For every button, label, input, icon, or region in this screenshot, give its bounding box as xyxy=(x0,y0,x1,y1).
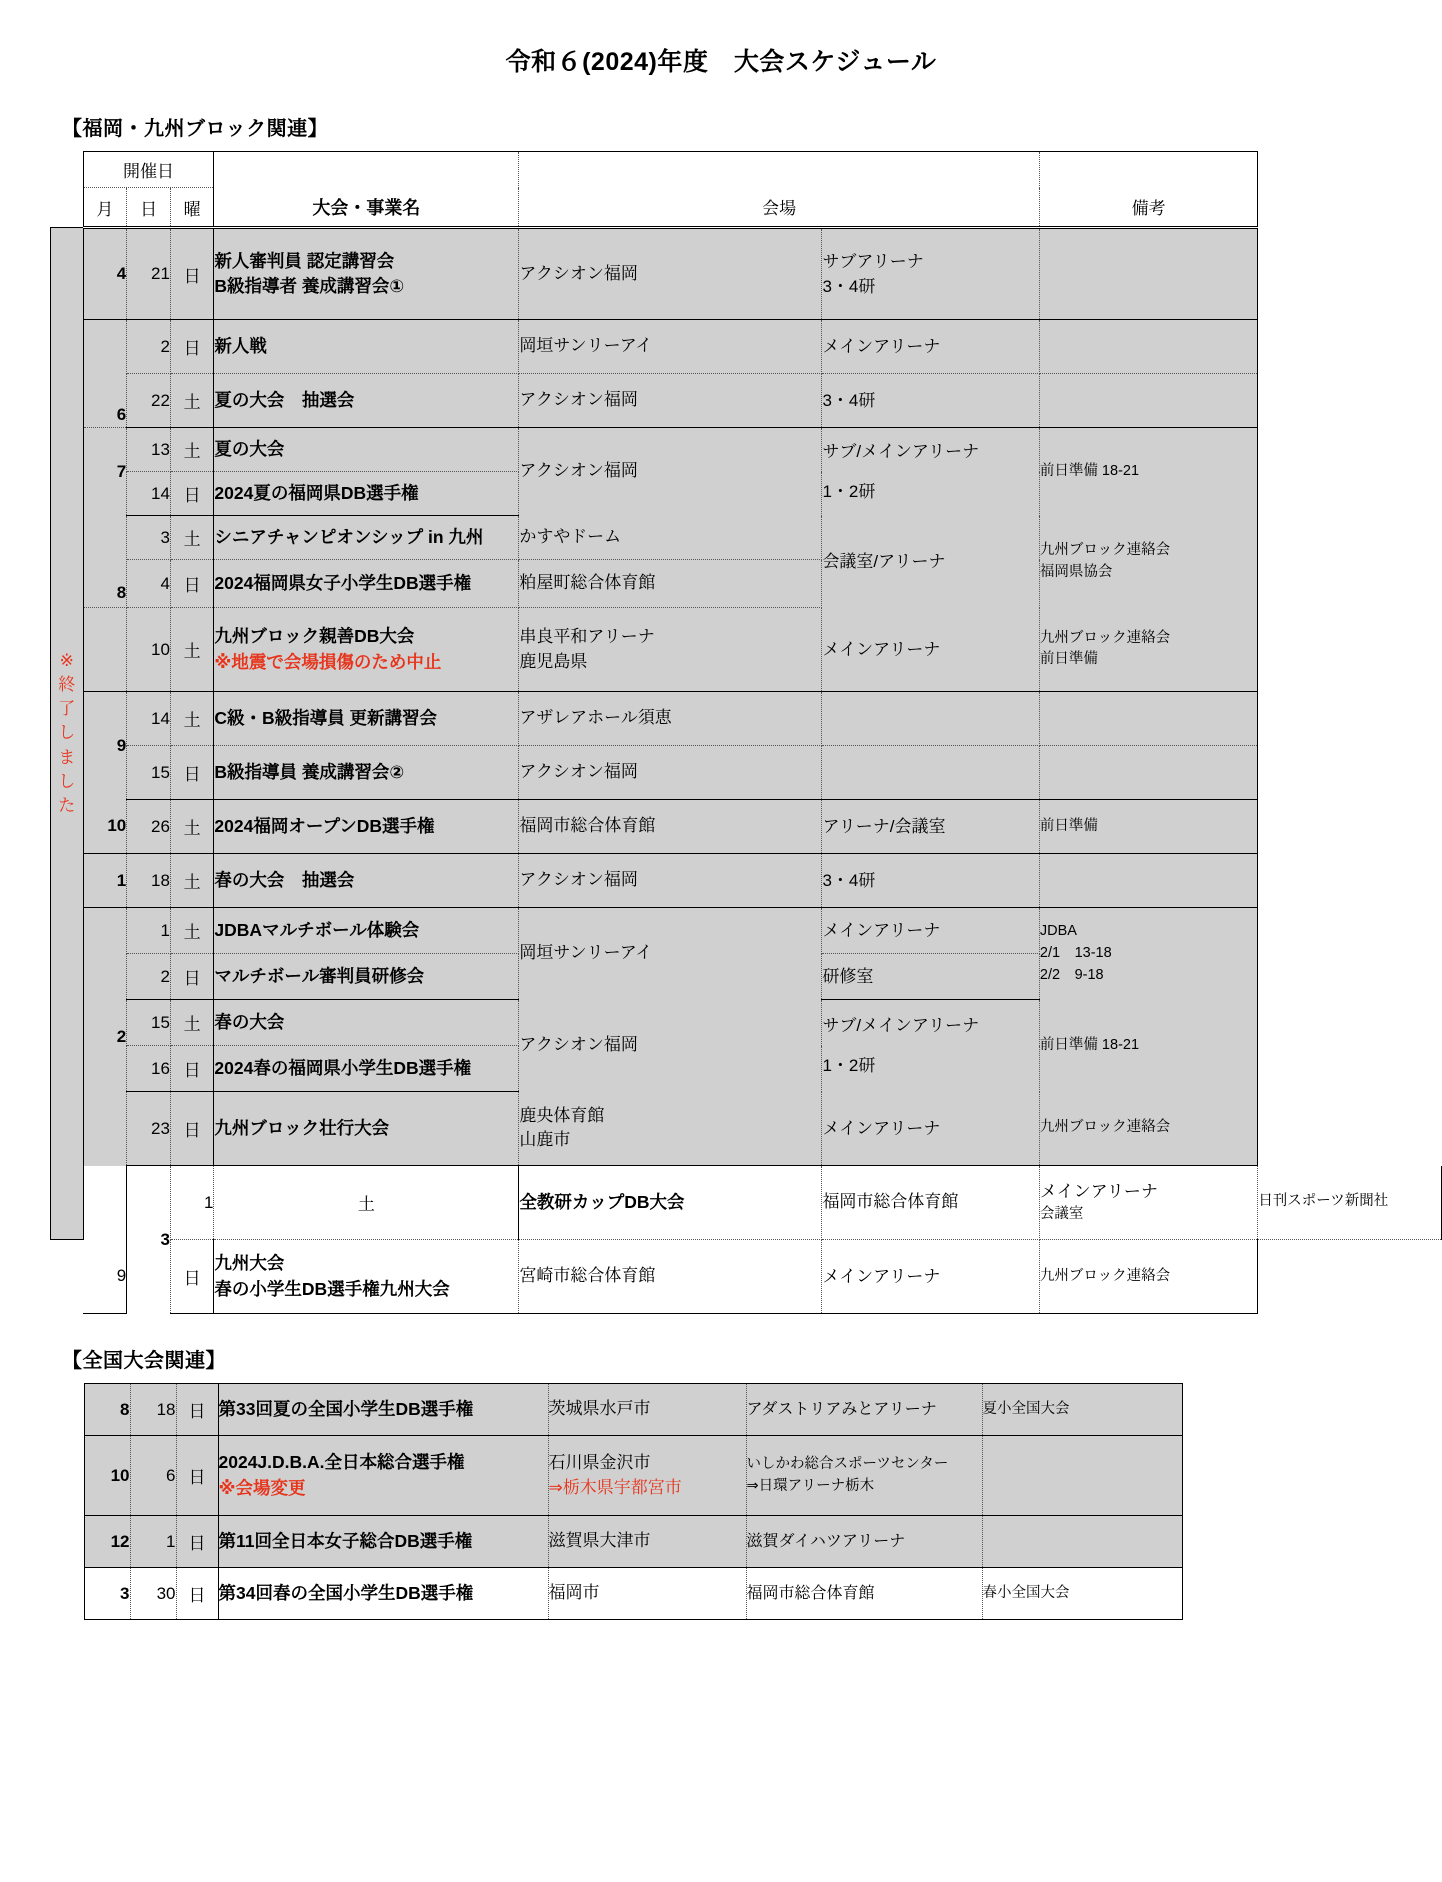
cell-remark xyxy=(1039,854,1257,908)
header-event-blank xyxy=(214,152,519,188)
natl-spacer xyxy=(50,1436,84,1516)
cell-weekday: 日 xyxy=(170,1046,214,1092)
cell-day: 1 xyxy=(170,1166,214,1240)
cell-event xyxy=(218,1436,548,1516)
cell-weekday: 土 xyxy=(170,374,214,428)
header-venue-blank xyxy=(519,152,1039,188)
cell-weekday: 土 xyxy=(214,1166,519,1240)
cell-remark xyxy=(982,1436,1182,1516)
cell-hall: 滋賀ダイハツアリーナ xyxy=(746,1516,982,1568)
cell-remark xyxy=(982,1516,1182,1568)
cell-weekday: 日 xyxy=(170,1240,214,1314)
cell-venue xyxy=(548,1436,746,1516)
cell-day: 2 xyxy=(127,954,171,1000)
cell-event: 九州ブロック壮行大会 xyxy=(214,1092,519,1166)
cell-hall: 3・4研 xyxy=(822,854,1039,908)
cell-hall: 3・4研 xyxy=(822,374,1039,428)
cell-hall xyxy=(822,228,1039,320)
cell-weekday: 土 xyxy=(170,516,214,560)
cell-month: 2 xyxy=(83,908,127,1166)
cell-month: 12 xyxy=(84,1516,130,1568)
status-char: ※ xyxy=(59,651,74,671)
cell-venue: 福岡市 xyxy=(548,1568,746,1620)
regional-schedule-table xyxy=(50,151,1442,1314)
cell-hall xyxy=(822,692,1039,746)
cell-weekday: 土 xyxy=(170,908,214,954)
cell-remark: 九州ブロック連絡会 xyxy=(1039,1092,1257,1166)
cell-event: 夏の大会 抽選会 xyxy=(214,374,519,428)
remark-line-2: 前日準備 xyxy=(1039,651,1098,668)
natl-spacer xyxy=(50,1516,84,1568)
table-row xyxy=(51,516,1442,560)
table-row xyxy=(51,228,1442,320)
cell-remark: 九州ブロック連絡会 xyxy=(1039,1240,1257,1314)
cell-event: C級・B級指導員 更新講習会 xyxy=(214,692,519,746)
remark-line-2: 福岡県協会 xyxy=(1039,563,1113,580)
cell-hall: 会議室/アリーナ xyxy=(822,516,1039,608)
cell-day: 26 xyxy=(127,800,171,854)
event-line-1: 九州大会 xyxy=(214,1253,285,1274)
hall-line-1: サブ/メインアリーナ xyxy=(822,442,980,462)
cell-month: 8 xyxy=(84,1384,130,1436)
cell-remark xyxy=(1039,228,1257,320)
remark-line-1: 九州ブロック連絡会 xyxy=(1039,629,1171,646)
cell-remark xyxy=(1039,692,1257,746)
cell-event: 第34回春の全国小学生DB選手権 xyxy=(218,1568,548,1620)
cell-venue: 岡垣サンリーアイ xyxy=(519,320,822,374)
cell-weekday: 日 xyxy=(170,746,214,800)
cell-weekday: 日 xyxy=(170,954,214,1000)
cell-day: 14 xyxy=(127,472,171,516)
cell-day: 18 xyxy=(130,1384,176,1436)
header-event: 大会・事業名 xyxy=(214,188,519,228)
cell-hall: メインアリーナ xyxy=(822,1092,1039,1166)
cell-weekday: 日 xyxy=(170,228,214,320)
cell-remark: 夏小全国大会 xyxy=(982,1384,1182,1436)
cell-venue: 岡垣サンリーアイ xyxy=(519,908,822,1000)
table-row xyxy=(51,1166,1442,1240)
cell-venue: アクシオン福岡 xyxy=(519,1000,822,1092)
cell-month: 7 xyxy=(83,428,127,516)
band-end-spacer2 xyxy=(51,1240,84,1314)
cell-month: 10 xyxy=(84,1436,130,1516)
venue-line-1: 鹿央体育館 xyxy=(519,1105,605,1125)
cell-event: 夏の大会 xyxy=(214,428,519,472)
event-cancel-note: ※地震で会場損傷のため中止 xyxy=(214,651,442,672)
cell-weekday: 日 xyxy=(176,1568,218,1620)
cell-event: シニアチャンピオンシップ in 九州 xyxy=(214,516,519,560)
cell-event: 2024春の福岡県小学生DB選手権 xyxy=(214,1046,519,1092)
cell-day: 10 xyxy=(127,608,171,692)
cell-month: 8 xyxy=(83,516,127,608)
event-line-2: 春の小学生DB選手権九州大会 xyxy=(214,1278,450,1299)
cell-remark xyxy=(1039,516,1257,608)
cell-venue: 福岡市総合体育館 xyxy=(822,1166,1039,1240)
cell-day: 2 xyxy=(127,320,171,374)
hall-line-2: 3・4研 xyxy=(822,277,876,296)
table-row xyxy=(51,800,1442,854)
cell-hall xyxy=(822,428,1039,516)
table-row xyxy=(51,1000,1442,1046)
cell-weekday: 日 xyxy=(170,472,214,516)
cell-weekday: 日 xyxy=(176,1516,218,1568)
status-band-finished xyxy=(51,228,84,1240)
remark-line-2: 2/1 13-18 xyxy=(1039,944,1112,961)
cell-month: 6 xyxy=(83,320,127,428)
cell-remark: 前日準備 xyxy=(1039,800,1257,854)
cell-event xyxy=(214,608,519,692)
cell-weekday: 日 xyxy=(176,1384,218,1436)
table-row xyxy=(51,746,1442,800)
remark-line-1: 九州ブロック連絡会 xyxy=(1039,541,1171,558)
remark-line-1: JDBA xyxy=(1039,923,1077,940)
cell-hall xyxy=(822,746,1039,800)
cell-remark xyxy=(1039,746,1257,800)
cell-venue: アクシオン福岡 xyxy=(519,746,822,800)
hall-line-1: メインアリーナ xyxy=(1039,1181,1158,1201)
cell-event xyxy=(214,228,519,320)
cell-event: JDBAマルチボール体験会 xyxy=(214,908,519,954)
table-row xyxy=(51,1240,1442,1314)
header-day: 日 xyxy=(127,188,171,228)
page-title: 令和６(2024)年度 大会スケジュール xyxy=(505,48,937,76)
table-row xyxy=(51,374,1442,428)
cell-remark xyxy=(1039,608,1257,692)
cell-day: 9 xyxy=(83,1240,127,1314)
header-date-group: 開催日 xyxy=(83,152,214,188)
cell-event: 2024福岡県女子小学生DB選手権 xyxy=(214,560,519,608)
status-char: 了 xyxy=(58,699,76,719)
cell-weekday: 日 xyxy=(170,560,214,608)
cell-hall: 研修室 xyxy=(822,954,1039,1000)
cell-weekday: 日 xyxy=(170,320,214,374)
cell-event: 全教研カップDB大会 xyxy=(519,1166,822,1240)
cell-month: 1 xyxy=(83,854,127,908)
event-line-1: 九州ブロック親善DB大会 xyxy=(214,626,415,647)
cell-event: 新人戦 xyxy=(214,320,519,374)
cell-day: 1 xyxy=(130,1516,176,1568)
national-schedule-table xyxy=(50,1383,1183,1620)
cell-venue xyxy=(519,1092,822,1166)
hall-line-1: サブアリーナ xyxy=(822,251,924,271)
cell-hall xyxy=(822,1000,1039,1092)
status-char: た xyxy=(58,795,76,815)
cell-month xyxy=(83,608,127,692)
cell-day: 15 xyxy=(127,1000,171,1046)
cell-hall xyxy=(1039,1166,1257,1240)
table-row xyxy=(51,692,1442,746)
cell-weekday: 土 xyxy=(170,608,214,692)
venue-line-1: 石川県金沢市 xyxy=(548,1452,651,1472)
header-venue: 会場 xyxy=(519,188,1039,228)
hall-line-2: 会議室 xyxy=(1039,1206,1084,1223)
cell-month: 3 xyxy=(84,1568,130,1620)
cell-weekday: 土 xyxy=(170,1000,214,1046)
status-char: し xyxy=(58,723,76,743)
cell-hall: アリーナ/会議室 xyxy=(822,800,1039,854)
cell-event xyxy=(214,1240,519,1314)
cell-remark: 春小全国大会 xyxy=(982,1568,1182,1620)
header-row-group xyxy=(51,152,1442,188)
status-char: し xyxy=(58,771,76,791)
table-row xyxy=(51,854,1442,908)
cell-venue: アザレアホール須恵 xyxy=(519,692,822,746)
cell-venue: 茨城県水戸市 xyxy=(548,1384,746,1436)
cell-venue: アクシオン福岡 xyxy=(519,428,822,516)
event-line-1: 新人審判員 認定講習会 xyxy=(214,250,395,271)
section-heading-national: 【全国大会関連】 xyxy=(62,1350,226,1372)
cell-weekday: 日 xyxy=(176,1436,218,1516)
venue-line-1: 串良平和アリーナ xyxy=(519,626,655,646)
cell-remark: 前日準備 18-21 xyxy=(1039,1000,1257,1092)
venue-line-2: 山鹿市 xyxy=(519,1130,571,1150)
cell-event: 第11回全日本女子総合DB選手権 xyxy=(218,1516,548,1568)
cell-remark xyxy=(1039,320,1257,374)
cell-remark xyxy=(1039,908,1257,1000)
cell-remark xyxy=(1039,374,1257,428)
cell-weekday: 土 xyxy=(170,854,214,908)
header-band-spacer xyxy=(51,152,84,188)
hall-line-1: いしかわ総合スポーツセンター xyxy=(746,1456,949,1473)
cell-event: マルチボール審判員研修会 xyxy=(214,954,519,1000)
header-weekday: 曜 xyxy=(170,188,214,228)
cell-hall: メインアリーナ xyxy=(822,1240,1039,1314)
hall-line-2: 1・2研 xyxy=(822,481,876,501)
cell-event: 第33回夏の全国小学生DB選手権 xyxy=(218,1384,548,1436)
cell-day: 23 xyxy=(127,1092,171,1166)
cell-day: 6 xyxy=(130,1436,176,1516)
table-row xyxy=(50,1516,1182,1568)
table-row xyxy=(50,1568,1182,1620)
table-row xyxy=(51,908,1442,954)
hall-line-2: 1・2研 xyxy=(822,1055,876,1075)
table-row xyxy=(51,320,1442,374)
cell-venue: かすやドーム xyxy=(519,516,822,560)
cell-event: B級指導員 養成講習会② xyxy=(214,746,519,800)
cell-day: 30 xyxy=(130,1568,176,1620)
cell-event: 春の大会 抽選会 xyxy=(214,854,519,908)
section-heading-regional: 【福岡・九州ブロック関連】 xyxy=(62,118,329,140)
cell-day: 4 xyxy=(127,560,171,608)
cell-day: 15 xyxy=(127,746,171,800)
cell-day: 1 xyxy=(127,908,171,954)
status-char: 終 xyxy=(58,675,76,695)
table-row xyxy=(50,1384,1182,1436)
cell-day: 16 xyxy=(127,1046,171,1092)
hall-line-1: サブ/メインアリーナ xyxy=(822,1016,980,1036)
cell-day: 22 xyxy=(127,374,171,428)
cell-hall: 福岡市総合体育館 xyxy=(746,1568,982,1620)
header-row-columns xyxy=(51,188,1442,228)
remark-line-3: 2/2 9-18 xyxy=(1039,966,1104,983)
natl-spacer xyxy=(50,1568,84,1620)
cell-hall: メインアリーナ xyxy=(822,320,1039,374)
cell-remark: 日刊スポーツ新聞社 xyxy=(1258,1166,1442,1240)
cell-remark: 前日準備 18-21 xyxy=(1039,428,1257,516)
band-end-spacer xyxy=(83,1166,127,1240)
header-band-spacer2 xyxy=(51,188,84,228)
table-row xyxy=(51,428,1442,472)
cell-day: 13 xyxy=(127,428,171,472)
cell-venue: アクシオン福岡 xyxy=(519,374,822,428)
header-remark-blank xyxy=(1039,152,1257,188)
cell-month: 10 xyxy=(83,800,127,854)
event-line-2: B級指導者 養成講習会① xyxy=(214,276,405,296)
cell-month: 4 xyxy=(83,228,127,320)
cell-weekday: 日 xyxy=(170,1092,214,1166)
cell-weekday: 土 xyxy=(170,800,214,854)
cell-event: 2024福岡オープンDB選手権 xyxy=(214,800,519,854)
cell-venue: アクシオン福岡 xyxy=(519,854,822,908)
cell-venue xyxy=(519,608,822,692)
cell-day: 3 xyxy=(127,516,171,560)
table-row xyxy=(51,1092,1442,1166)
table-row xyxy=(51,608,1442,692)
cell-hall: アダストリアみとアリーナ xyxy=(746,1384,982,1436)
natl-spacer xyxy=(50,1384,84,1436)
cell-venue: アクシオン福岡 xyxy=(519,228,822,320)
event-venue-change-note: ※会場変更 xyxy=(218,1477,306,1498)
cell-venue: 福岡市総合体育館 xyxy=(519,800,822,854)
cell-venue: 宮崎市総合体育館 xyxy=(519,1240,822,1314)
cell-hall: メインアリーナ xyxy=(822,608,1039,692)
cell-day: 21 xyxy=(127,228,171,320)
header-remark: 備考 xyxy=(1039,188,1257,228)
cell-venue: 粕屋町総合体育館 xyxy=(519,560,822,608)
table-row xyxy=(50,1436,1182,1516)
cell-hall: メインアリーナ xyxy=(822,908,1039,954)
cell-day: 18 xyxy=(127,854,171,908)
venue-line-2: 鹿児島県 xyxy=(519,651,588,671)
cell-weekday: 土 xyxy=(170,428,214,472)
cell-weekday: 土 xyxy=(170,692,214,746)
cell-event: 春の大会 xyxy=(214,1000,519,1046)
cell-venue: 滋賀県大津市 xyxy=(548,1516,746,1568)
header-month: 月 xyxy=(83,188,127,228)
cell-month: 9 xyxy=(83,692,127,800)
hall-line-2: ⇒日環アリーナ栃木 xyxy=(746,1477,875,1494)
cell-month: 3 xyxy=(127,1166,171,1314)
venue-line-2-changed: ⇒栃木県宇都宮市 xyxy=(548,1477,682,1497)
cell-event: 2024夏の福岡県DB選手権 xyxy=(214,472,519,516)
cell-day: 14 xyxy=(127,692,171,746)
cell-hall xyxy=(746,1436,982,1516)
status-char: ま xyxy=(58,747,76,767)
event-line-1: 2024J.D.B.A.全日本総合選手権 xyxy=(218,1452,465,1473)
